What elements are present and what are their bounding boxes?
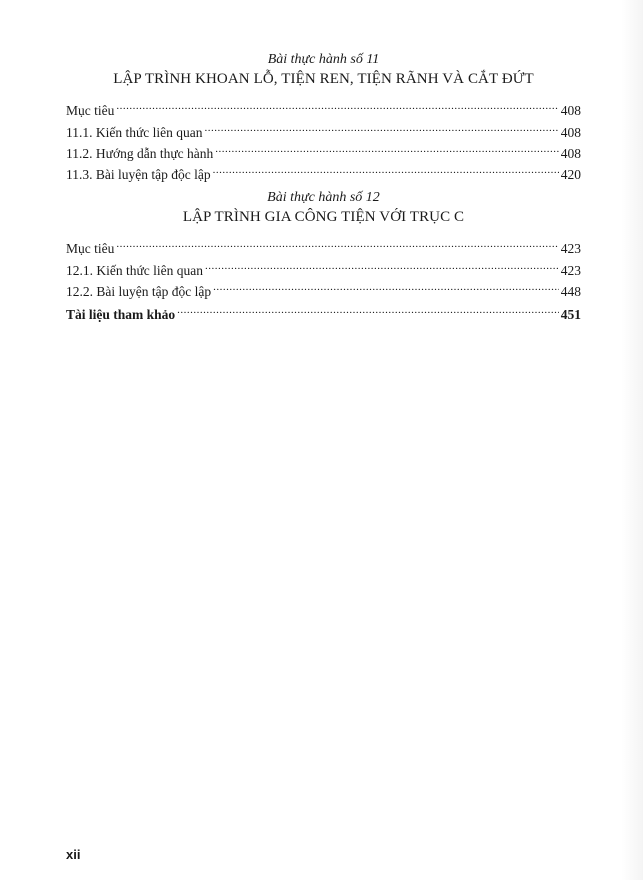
page-number: xii (66, 847, 81, 862)
toc-entry-page: 451 (560, 307, 581, 323)
section-title: LẬP TRÌNH KHOAN LỖ, TIỆN REN, TIỆN RÃNH VÀ CẮT ĐỨT (113, 71, 534, 87)
toc-entry-page: 408 (560, 145, 581, 161)
dot-leader (116, 94, 558, 115)
dot-leader (177, 298, 559, 319)
toc-list (66, 232, 581, 300)
table-of-contents (66, 51, 581, 323)
section-subtitle: Bài thực hành số 12 (267, 190, 380, 206)
toc-entry-label: 12.2. Bài luyện tập độc lập (66, 284, 212, 300)
toc-entry[interactable] (66, 232, 581, 257)
dot-leader (205, 253, 559, 274)
dot-leader (213, 275, 559, 296)
toc-entry-page: 408 (560, 124, 581, 140)
toc-section-12 (66, 189, 581, 323)
toc-entry-page: 448 (560, 284, 581, 300)
toc-entry-label: 11.3. Bài luyện tập độc lập (66, 167, 211, 183)
page-edge-shadow (621, 0, 643, 880)
section-subtitle: Bài thực hành số 11 (267, 52, 380, 67)
toc-entry-page: 423 (560, 241, 581, 257)
toc-entry-label: 11.1. Kiến thức liên quan (66, 124, 203, 140)
toc-entry-page: 423 (560, 262, 581, 278)
dot-leader (215, 137, 559, 158)
toc-entry[interactable] (66, 94, 581, 119)
toc-entry[interactable] (66, 115, 581, 140)
toc-entry-page: 420 (560, 167, 581, 183)
toc-entry-label: Mục tiêu (66, 103, 115, 119)
section-title: LẬP TRÌNH GIA CÔNG TIỆN VỚI TRỤC C (182, 209, 465, 226)
toc-section-11 (66, 51, 581, 183)
toc-entry-label: Tài liệu tham khảo (66, 307, 176, 323)
toc-entry-label: 11.2. Hướng dẫn thực hành (66, 145, 214, 161)
dot-leader (116, 232, 558, 253)
toc-entry-page: 408 (560, 103, 581, 119)
toc-entry[interactable] (66, 253, 581, 278)
toc-list (66, 94, 581, 183)
toc-entry-label: 12.1. Kiến thức liên quan (66, 262, 204, 278)
toc-entry-label: Mục tiêu (66, 241, 115, 257)
dot-leader (205, 115, 559, 136)
dot-leader (213, 158, 559, 179)
